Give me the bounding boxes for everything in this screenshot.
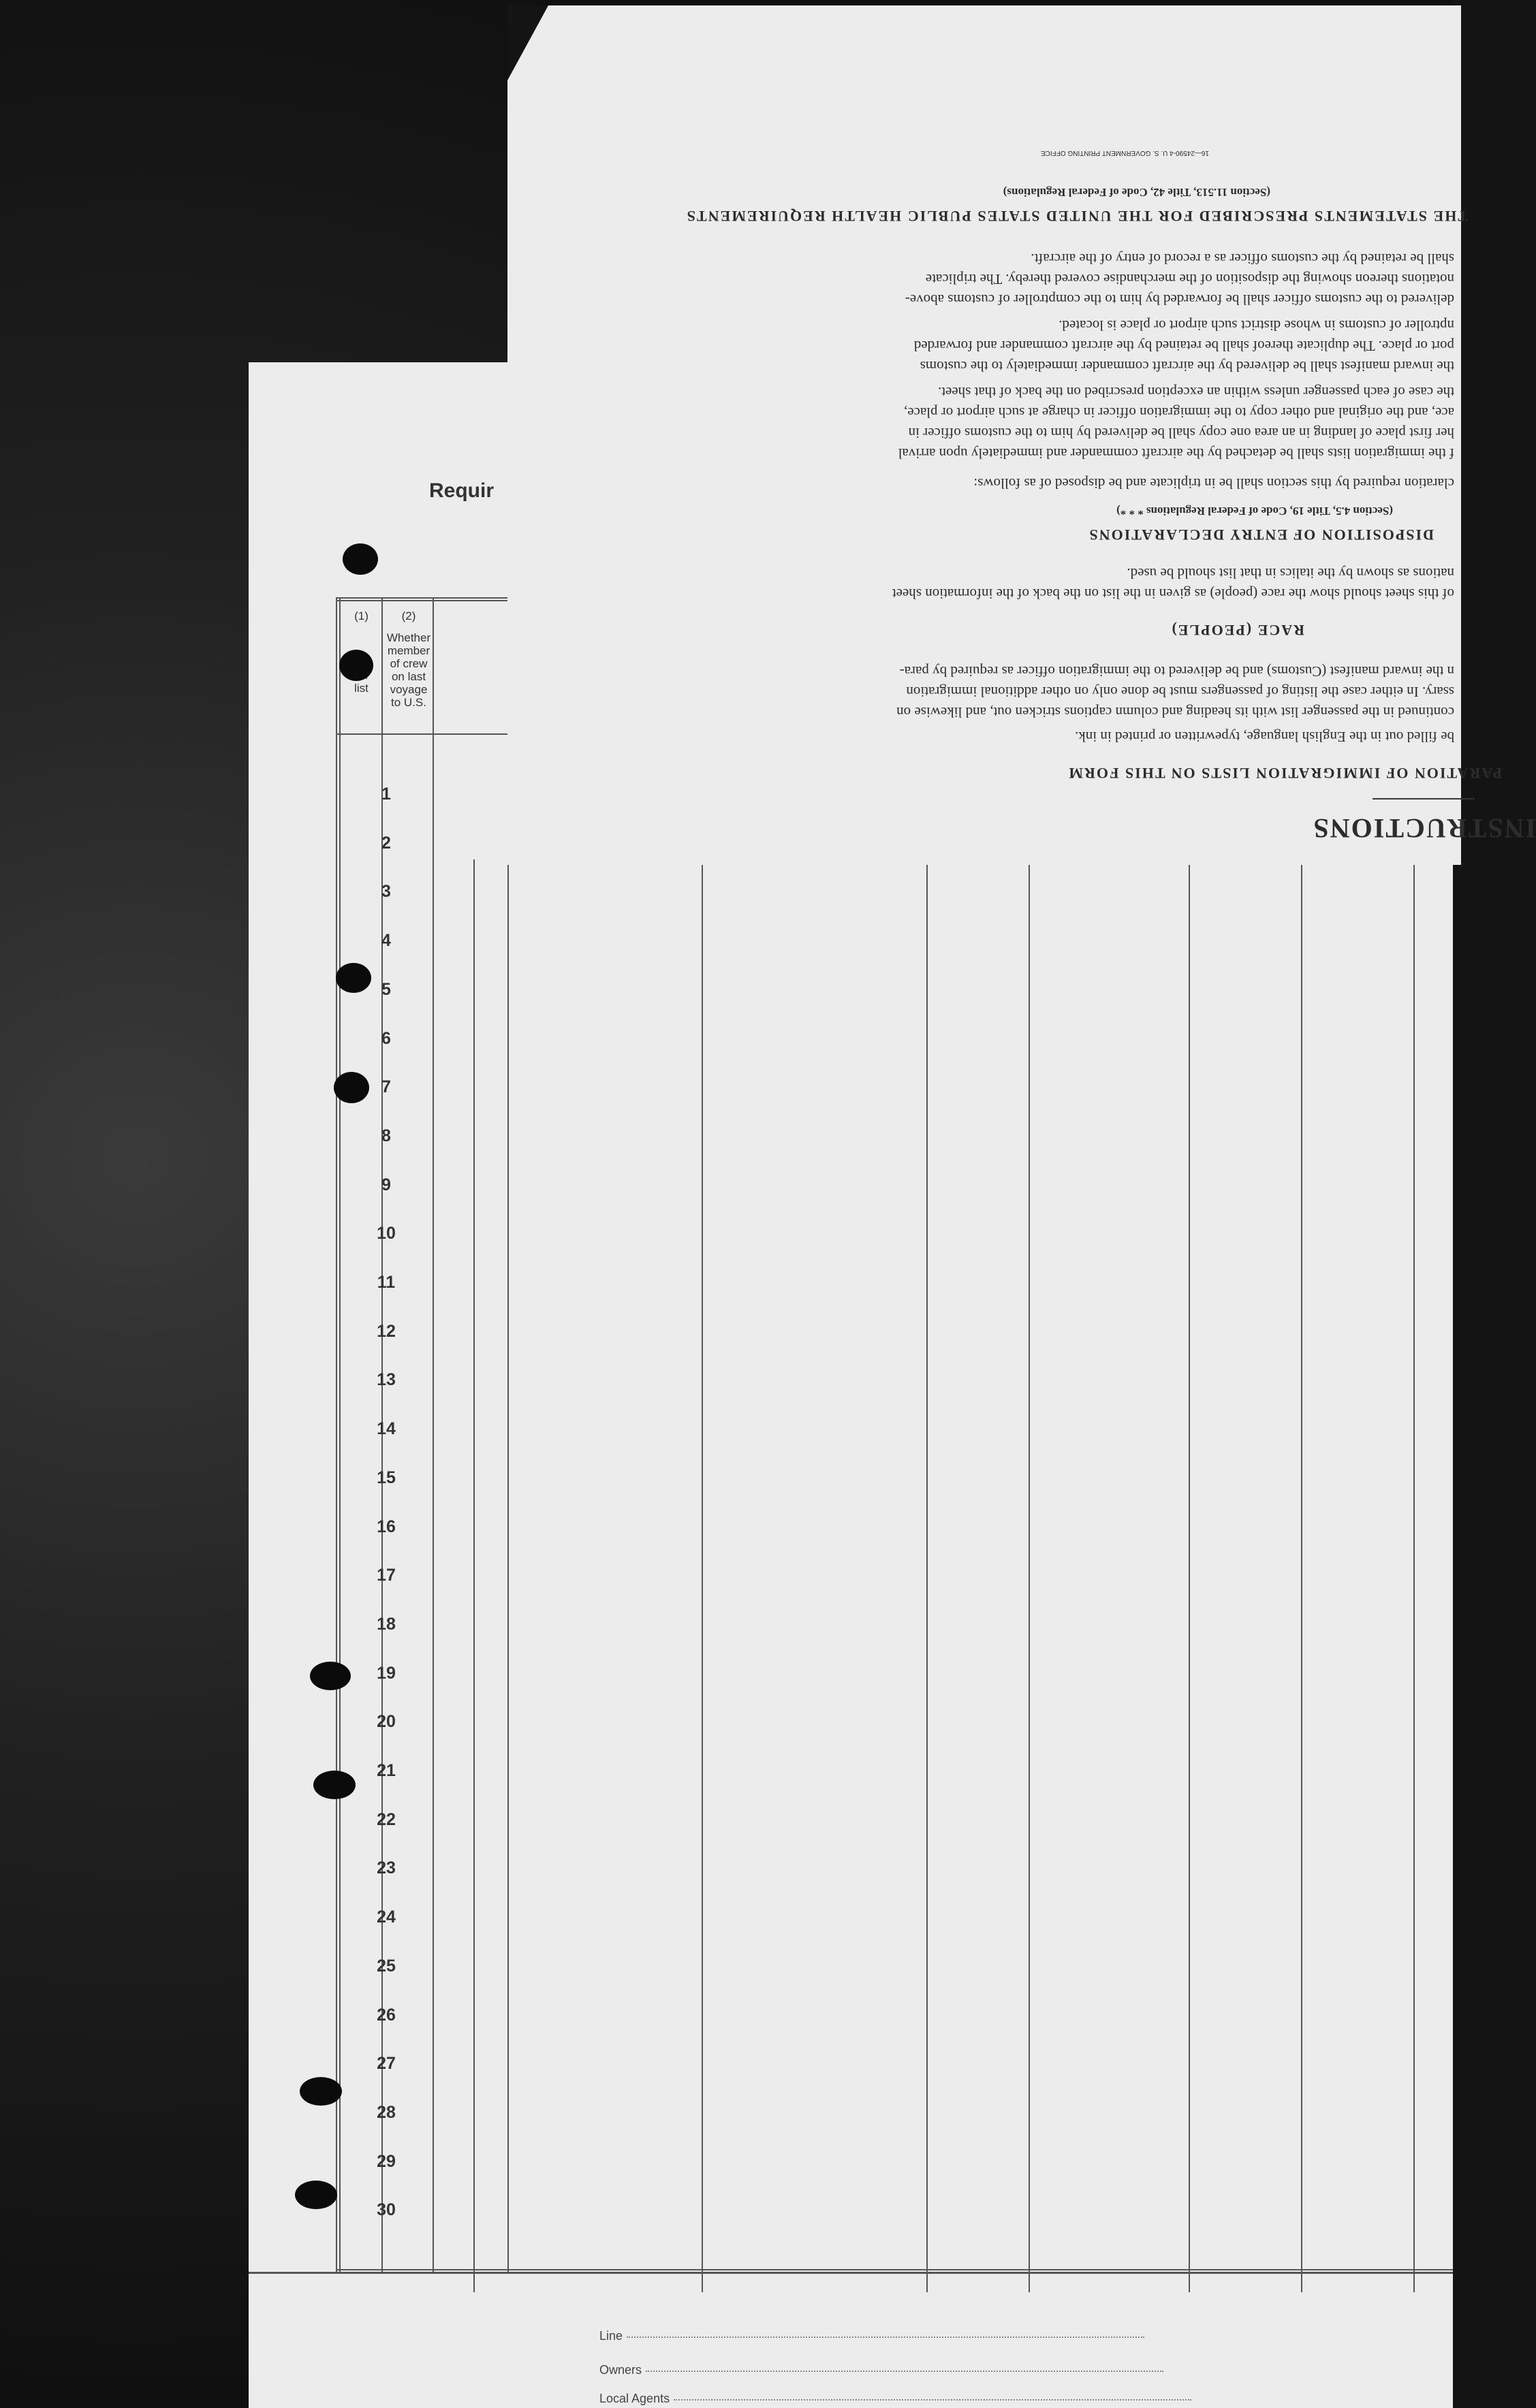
race-heading: RACE (PEOPLE) bbox=[1170, 622, 1304, 639]
title-rule bbox=[1373, 798, 1475, 799]
footer-line-field bbox=[599, 2329, 1144, 2343]
sheet-col-rule bbox=[1301, 859, 1302, 2292]
instructions-sheet bbox=[507, 5, 1536, 865]
row-number: 25 bbox=[377, 1956, 396, 1976]
row-number: 2 bbox=[381, 833, 391, 853]
disposition-line: f the immigration lists shall be detached by the aircraft commander and immediately upon arrival bbox=[898, 445, 1454, 462]
sheet-bottom-rule bbox=[249, 2272, 1453, 2274]
sheet-col-rule bbox=[1189, 859, 1190, 2292]
punch-hole bbox=[310, 1662, 351, 1690]
row-number: 10 bbox=[377, 1224, 396, 1243]
grid-left-rule bbox=[336, 597, 337, 2274]
row-number: 9 bbox=[381, 1175, 391, 1194]
col-2-header-line: on last bbox=[391, 670, 426, 683]
manifest-title: Requir bbox=[429, 479, 495, 502]
punch-hole bbox=[343, 543, 378, 575]
punch-hole bbox=[336, 963, 371, 993]
row-number: 21 bbox=[377, 1761, 396, 1780]
row-number: 26 bbox=[377, 2005, 396, 2025]
disposition-line: ace, and the original and other copy to the immigration officer in charge at such airport or place, bbox=[903, 405, 1454, 421]
grid-left-rule-2 bbox=[339, 597, 341, 2274]
disposition-line: the inward manifest shall be delivered by the aircraft commander immediately to the customs bbox=[920, 358, 1454, 375]
row-number: 18 bbox=[377, 1614, 396, 1634]
sheet-corner-cut bbox=[507, 5, 548, 80]
footer-owners-dots bbox=[646, 2370, 1163, 2372]
footer-owners-label: Owners bbox=[599, 2363, 642, 2377]
row-number: 24 bbox=[377, 1907, 396, 1927]
preparation-heading: PARATION OF IMMIGRATION LISTS ON THIS FORM bbox=[1067, 765, 1502, 782]
sheet-col-rule bbox=[926, 859, 928, 2292]
printing-office-imprint: 16—24590-4 U. S. GOVERNMENT PRINTING OFFICE bbox=[1040, 149, 1209, 157]
footer-agents-field bbox=[599, 2392, 1191, 2406]
sheet-col-rule bbox=[1029, 859, 1030, 2292]
col-2-header-line: member bbox=[387, 644, 430, 657]
footer-line-label: Line bbox=[599, 2329, 623, 2343]
row-number: 5 bbox=[381, 979, 391, 999]
row-number: 27 bbox=[377, 2054, 396, 2074]
row-number: 11 bbox=[377, 1273, 396, 1292]
row-number: 17 bbox=[377, 1566, 396, 1585]
col-1-header-line: list bbox=[354, 682, 369, 695]
row-number: 6 bbox=[381, 1028, 391, 1048]
preparation-line: continued in the passenger list with its heading and column captions stricken out, and likewise on bbox=[896, 704, 1454, 720]
row-number: 1 bbox=[381, 785, 391, 804]
row-number: 13 bbox=[377, 1370, 396, 1390]
disposition-line: claration required by this section shall be in triplicate and be disposed of as follows: bbox=[973, 475, 1454, 492]
row-number: 23 bbox=[377, 1858, 396, 1878]
col-2-header-line: of crew bbox=[390, 657, 428, 670]
row-number: 20 bbox=[377, 1712, 396, 1732]
disposition-line: the case of each passenger unless within an exception prescribed on the back of that sheet. bbox=[937, 384, 1454, 400]
row-number: 22 bbox=[377, 1809, 396, 1829]
preparation-line: ssary. In either case the listing of passengers must be done only on other additional immigration bbox=[906, 684, 1454, 700]
race-line: of this sheet should show the race (people) as given in the list on the back of the information sheet bbox=[892, 586, 1454, 602]
disposition-heading: DISPOSITION OF ENTRY DECLARATIONS bbox=[1088, 526, 1434, 543]
col-1-number: (1) bbox=[354, 609, 369, 622]
health-heading: THE STATEMENTS PRESCRIBED FOR THE UNITED STATES PUBLIC HEALTH REQUIREMENTS bbox=[685, 208, 1468, 225]
race-line: nations as shown by the italics in that list should be used. bbox=[1127, 565, 1454, 582]
row-number: 15 bbox=[377, 1468, 396, 1487]
row-number: 30 bbox=[377, 2200, 396, 2220]
row-number: 14 bbox=[377, 1419, 396, 1439]
disposition-line: her first place of landing in an area one copy shall be delivered by him to the customs officer in bbox=[908, 425, 1454, 441]
instructions-title: INSTRUCTIONS bbox=[1312, 813, 1536, 844]
punch-hole bbox=[300, 2077, 342, 2106]
row-number: 19 bbox=[377, 1663, 396, 1683]
sheet-col-rule bbox=[1413, 859, 1415, 2292]
sheet-col-rule bbox=[473, 859, 475, 2292]
col-2-header-line: voyage bbox=[390, 683, 428, 696]
sheet-col-rule bbox=[702, 859, 703, 2292]
punch-hole bbox=[313, 1771, 356, 1799]
row-number: 8 bbox=[381, 1126, 391, 1145]
health-citation: (Section 11.513, Title 42, Code of Federal Regulations) bbox=[1003, 186, 1270, 199]
footer-line-dots bbox=[627, 2336, 1144, 2338]
grid-col-rule-2 bbox=[433, 597, 434, 2274]
col-2-number: (2) bbox=[401, 609, 416, 622]
row-number: 4 bbox=[381, 931, 391, 951]
col-2-header bbox=[385, 631, 433, 709]
punch-hole bbox=[334, 1072, 369, 1103]
footer-owners-field bbox=[599, 2363, 1163, 2377]
row-number: 7 bbox=[381, 1077, 391, 1097]
punch-hole bbox=[339, 650, 373, 681]
row-number: 3 bbox=[381, 882, 391, 902]
punch-hole bbox=[295, 2181, 337, 2209]
disposition-citation: (Section 4.5, Title 19, Code of Federal Regulations * * *) bbox=[1116, 505, 1393, 518]
row-number: 12 bbox=[377, 1321, 396, 1341]
disposition-line: port or place. The duplicate thereof shall be retained by the aircraft commander and forwarded bbox=[913, 338, 1454, 354]
disposition-line: notations thereon showing the disposition of the merchandise covered thereby. The triplicate bbox=[925, 271, 1454, 287]
disposition-line: shall be retained by the customs officer as a record of entry of the aircraft. bbox=[1031, 251, 1454, 267]
row-number: 28 bbox=[377, 2102, 396, 2122]
col-2-header-line: to U.S. bbox=[391, 696, 426, 709]
preparation-line: n the inward manifest (Customs) and be delivered to the immigration officer as required by para- bbox=[899, 663, 1454, 680]
col-2-header-line: Whether bbox=[386, 631, 431, 644]
grid-bottom-rule bbox=[336, 2269, 1453, 2270]
footer-agents-label: Local Agents bbox=[599, 2392, 670, 2405]
disposition-line: nptroller of customs in whose district such airport or place is located. bbox=[1059, 317, 1454, 334]
instructions-content bbox=[507, 5, 1536, 865]
row-number: 29 bbox=[377, 2151, 396, 2171]
disposition-line: delivered to the customs officer shall be forwarded by him to the comptroller of customs above- bbox=[905, 291, 1454, 308]
row-number: 16 bbox=[377, 1517, 396, 1536]
preparation-line: be filled out in the English language, typewritten or printed in ink. bbox=[1075, 729, 1454, 745]
footer-agents-dots bbox=[674, 2398, 1191, 2401]
